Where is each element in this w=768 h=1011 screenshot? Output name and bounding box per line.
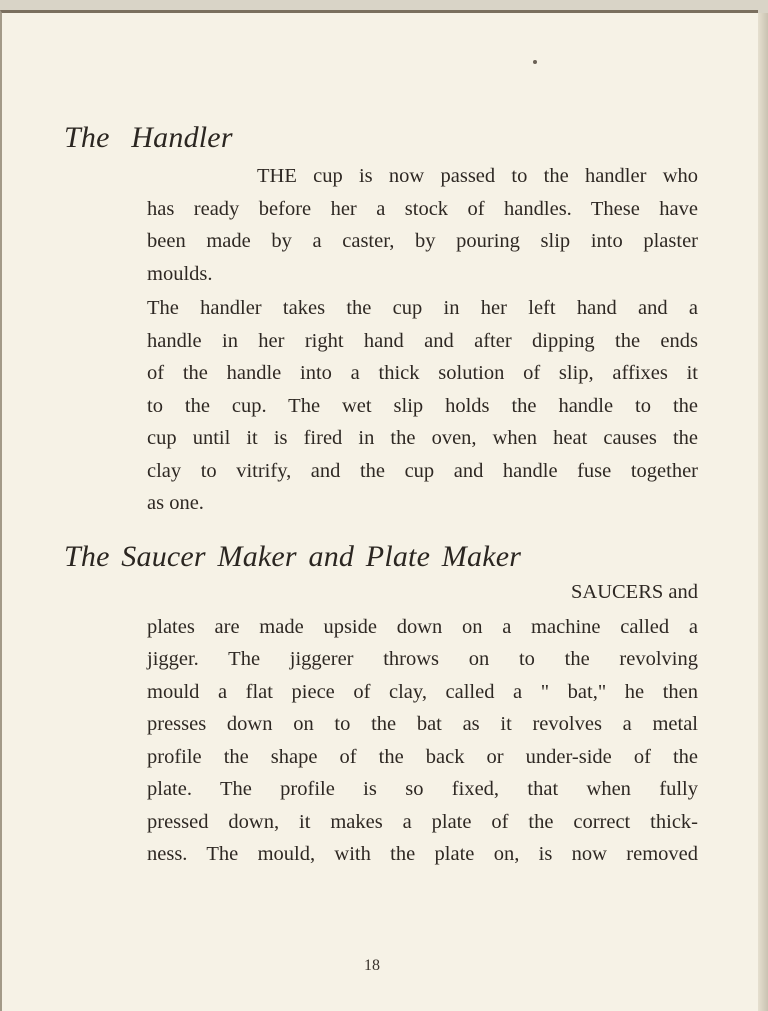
text-line: jigger. The jiggerer throws on to the revolving [147,648,698,670]
book-page [0,10,758,1011]
text-line: of the handle into a thick solution of slip, affixes it [147,362,698,384]
text-line: moulds. [147,262,213,285]
text-line: clay to vitrify, and the cup and handle fuse together [147,459,698,482]
text-line: to the cup. The wet slip holds the handle to the [147,394,698,417]
section-heading-saucer-maker: The Saucer Maker and Plate Maker [64,540,522,573]
section-body-handler [147,160,698,520]
paper-speck [533,60,537,64]
text-line: been made by a caster, by pouring slip into plaster [147,230,698,252]
text-line: handle in her right hand and after dipping the ends [147,329,698,352]
section-body-saucer-maker [147,576,698,871]
text-line: plate. The profile is so fixed, that when fully [147,778,698,800]
text-line: cup until it is fired in the oven, when heat causes the [147,427,698,449]
page-number: 18 [364,957,380,974]
text-line: pressed down, it makes a plate of the correct thick- [147,810,698,833]
text-line: SAUCERS and [570,581,698,603]
section-heading-handler: The Handler [64,121,233,154]
text-line: THE cup is now passed to the handler who [257,165,698,187]
text-line: ness. The mould, with the plate on, is now removed [147,843,698,865]
text-line: mould a flat piece of clay, called a " bat," he then [147,680,698,703]
text-line: has ready before her a stock of handles. These have [147,197,698,220]
text-line: profile the shape of the back or under-side of the [147,745,698,768]
text-line: presses down on to the bat as it revolves a metal [147,713,698,735]
text-line: The handler takes the cup in her left hand and a [147,297,698,319]
text-line: plates are made upside down on a machine called a [147,615,698,638]
text-line: as one. [147,492,204,514]
